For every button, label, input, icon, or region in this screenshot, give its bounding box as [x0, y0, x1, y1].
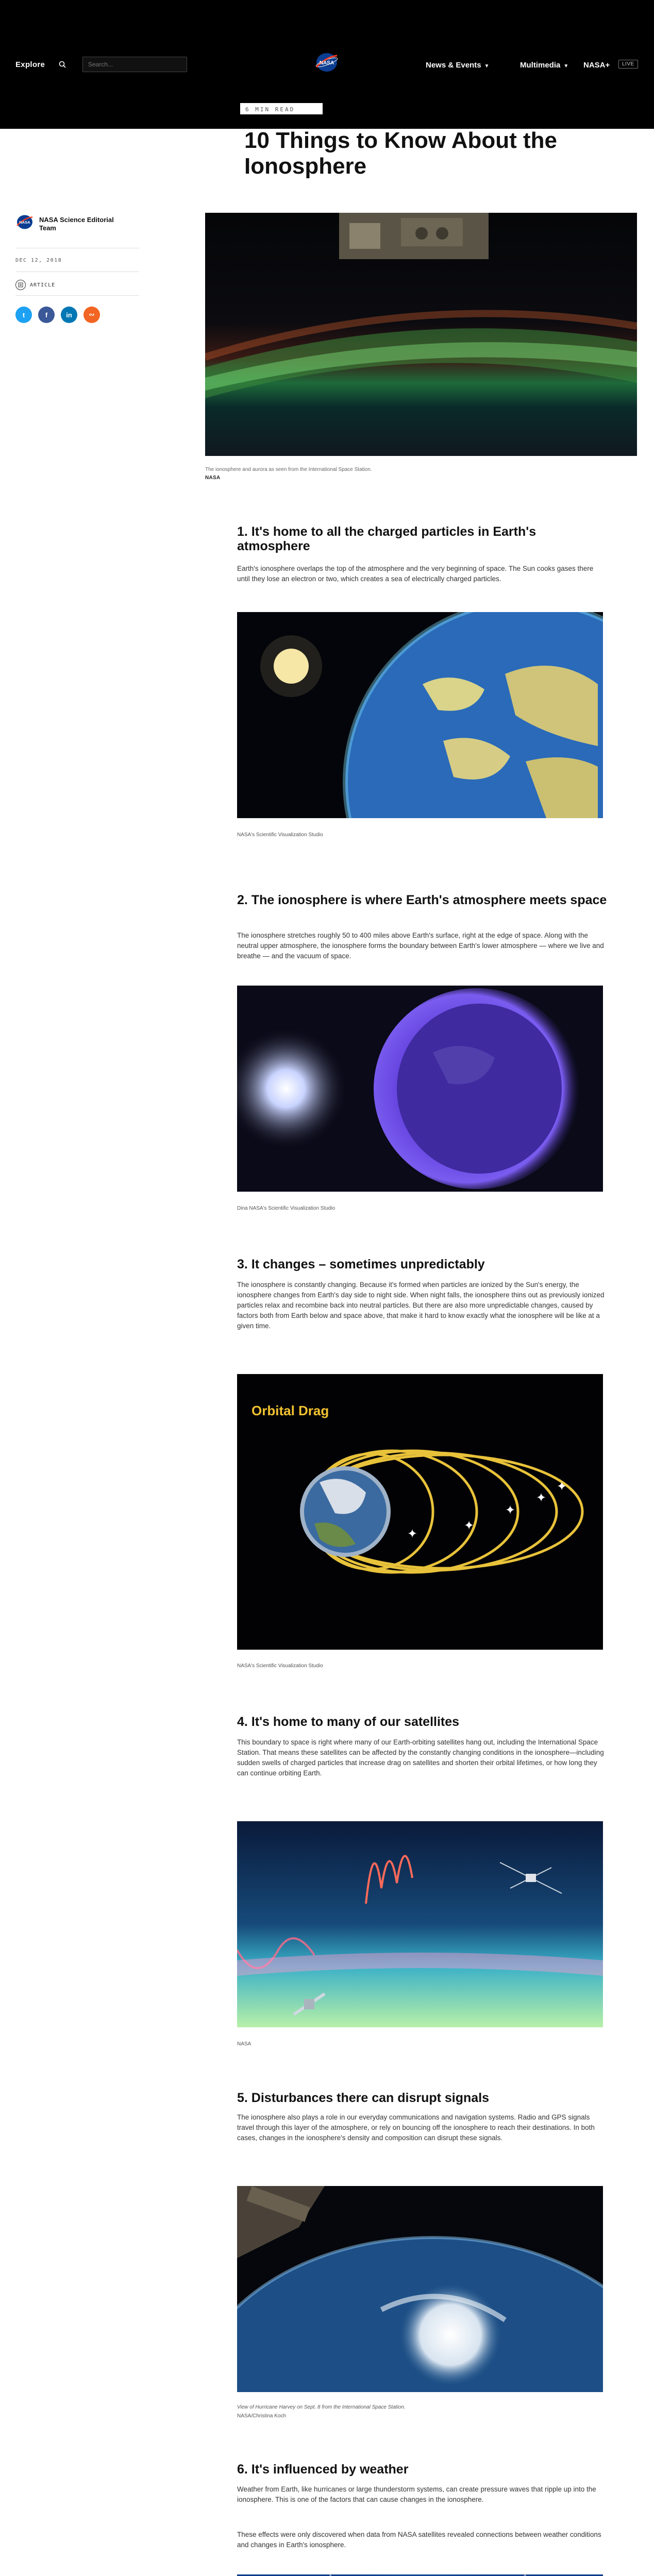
nav-multimedia-label: Multimedia	[520, 61, 561, 70]
section-body: Earth's ionosphere overlaps the top of the atmosphere and the very beginning of space. The Sun cooks gases there until they lose an electron or two, which creates a sea of electrically charged particles.	[237, 565, 594, 583]
nav-nasa-plus[interactable]: NASA+	[583, 61, 610, 70]
svg-text:NASA: NASA	[19, 220, 30, 225]
page-title: 10 Things to Know About the Ionosphere	[244, 128, 557, 179]
nasa-logo[interactable]	[314, 52, 339, 73]
section-credit: Dina NASA's Scientific Visualization Studio	[237, 1206, 336, 1211]
section-heading: 4. It's home to many of our satellites	[237, 1715, 460, 1729]
read-time-label: 6 MIN READ	[245, 106, 295, 113]
search-input[interactable]	[82, 57, 187, 72]
section-caption: View of Hurricane Harvey on Sept. 8 from the International Space Station.	[237, 2404, 406, 2410]
svg-text:✦: ✦	[536, 1491, 547, 1505]
hero-credit: NASA	[205, 475, 221, 481]
section-credit: NASA	[237, 2041, 251, 2047]
chevron-down-icon: ▼	[563, 63, 569, 69]
linkedin-icon[interactable]: in	[61, 307, 77, 323]
svg-text:✦: ✦	[505, 1503, 516, 1517]
section-heading: 3. It changes – sometimes unpredictably	[237, 1257, 485, 1272]
live-badge[interactable]: LIVE	[618, 60, 638, 69]
facebook-icon[interactable]: f	[38, 307, 55, 323]
svg-text:✦: ✦	[464, 1519, 475, 1533]
section-image	[237, 986, 603, 1192]
section-heading: 5. Disturbances there can disrupt signals	[237, 2091, 490, 2105]
section-image	[237, 1821, 603, 2027]
orbital-drag-label: Orbital Drag	[251, 1403, 329, 1418]
sidebar-divider	[15, 295, 139, 296]
social-share	[15, 307, 100, 323]
section-image	[237, 2186, 603, 2392]
hero-image	[205, 213, 637, 456]
section-credit: NASA's Scientific Visualization Studio	[237, 1663, 323, 1669]
section-heading: 6. It's influenced by weather	[237, 2462, 409, 2477]
rss-icon[interactable]: ∾	[83, 307, 100, 323]
search-icon[interactable]	[59, 61, 66, 68]
section-heading: 1. It's home to all the charged particles in Earth's atmosphere	[237, 524, 536, 553]
chevron-down-icon: ▼	[484, 63, 490, 69]
article-type-label: ARTICLE	[30, 282, 56, 288]
section-credit: NASA/Christina Koch	[237, 2413, 287, 2419]
section-body: These effects were only discovered when data from NASA satellites revealed connections between weather conditions and changes in Earth's ionosphere.	[237, 2531, 601, 2549]
explore-menu[interactable]: Explore	[15, 60, 45, 69]
svg-text:✦: ✦	[557, 1480, 567, 1494]
section-body: The ionosphere also plays a role in our everyday communications and navigation systems. Radio and GPS signals travel through this layer of the atmosphere, or rely on bouncing off the ionosphere to reach their destinations. In both cases, changes in the ionosphere's density and composition can disrupt these signals.	[237, 2113, 595, 2142]
section-credit: NASA's Scientific Visualization Studio	[237, 832, 323, 838]
section-body: Weather from Earth, like hurricanes or large thunderstorm systems, can create pressure waves that ripple up into the ionosphere. This is one of the factors that can cause changes in the ionosphere.	[237, 2485, 596, 2503]
top-navigation	[0, 0, 654, 129]
section-heading: 2. The ionosphere is where Earth's atmosphere meets space	[237, 893, 607, 907]
article-type	[15, 280, 55, 290]
twitter-icon[interactable]: t	[15, 307, 32, 323]
section-image	[237, 612, 603, 818]
svg-text:NASA: NASA	[319, 60, 334, 66]
publish-date: DEC 12, 2018	[15, 258, 62, 263]
nasa-author-logo	[15, 214, 34, 230]
article-icon	[15, 280, 26, 290]
svg-text:✦: ✦	[407, 1527, 418, 1541]
section-body: This boundary to space is right where many of our Earth-orbiting satellites hang out, including the International Space Station. That means these satellites can be affected by the constantly changing conditions in the ionosphere—including sudden swells of charged particles that increase drag on satellites and shorten their orbital lifetimes, or how long they can continue orbiting Earth.	[237, 1738, 604, 1777]
section-body: The ionosphere is constantly changing. Because it's formed when particles are ionized by the Sun's energy, the ionosphere changes from Earth's day side to night side. When night falls, the ionosphere thins out as previously ionized particles relax and recombine back into neutral particles. But there are also more unpredictable changes, caused by factors both from Earth below and space above, that make it hard to know exactly what the ionosphere will be like at a given time.	[237, 1281, 605, 1330]
author-name[interactable]: NASA Science Editorial Team	[39, 216, 114, 232]
hero-caption: The ionosphere and aurora as seen from the International Space Station.	[205, 467, 372, 472]
nav-news-events-label: News & Events	[426, 61, 481, 70]
nav-multimedia[interactable]	[520, 61, 568, 70]
nav-news-events[interactable]	[426, 61, 489, 70]
section-image	[237, 1374, 603, 1650]
section-body: The ionosphere stretches roughly 50 to 400 miles above Earth's surface, right at the edge of space. Along with the neutral upper atmosphere, the ionosphere forms the boundary between Earth's lower atmosphere — where we live and breathe — and the vacuum of space.	[237, 931, 604, 960]
